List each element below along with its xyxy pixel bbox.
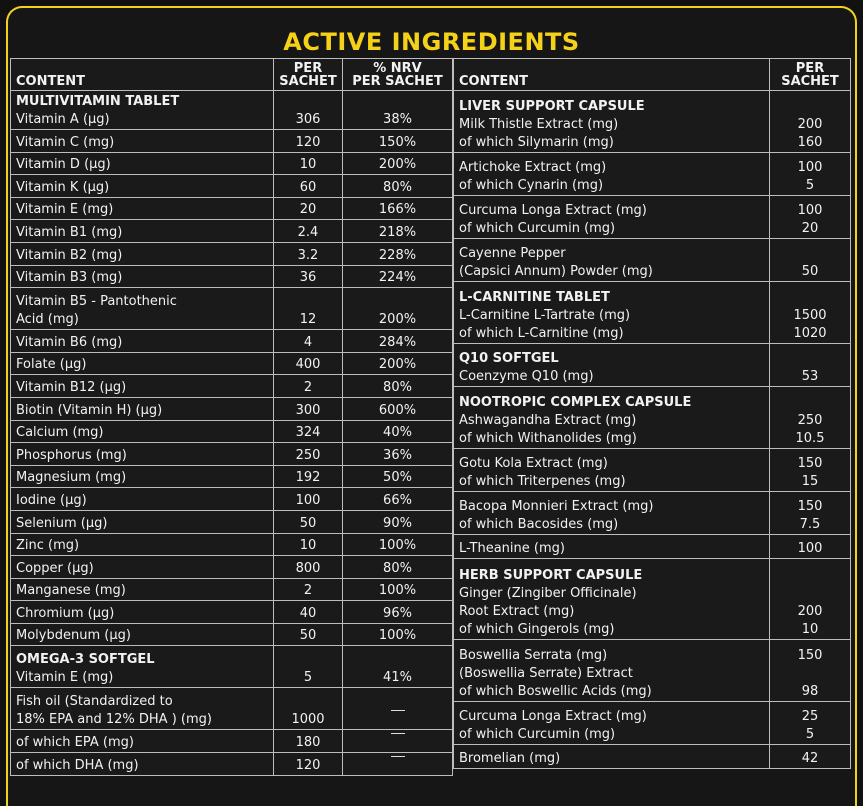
table-row [454,492,851,535]
left-nrv-header: % NRV PER SACHET [343,59,453,91]
ingredient-name [11,443,274,466]
section-heading: HERB SUPPORT CAPSULE [459,568,643,583]
per-sachet-value: 60 [274,175,343,198]
ingredient-name [11,397,274,420]
nrv-value: 50% [343,465,453,488]
per-sachet-value: 100 [274,488,343,511]
text-line: Vitamin E (mg) [16,670,114,686]
per-sachet-value: 10 [274,152,343,175]
per-sachet-value: 400 [274,352,343,375]
text-line: Vitamin B2 (mg) [16,247,123,263]
value-line: 100 [797,541,823,556]
value-line: 25 [801,709,819,724]
nrv-value [343,730,453,753]
text-line: Cayenne Pepper [459,246,566,261]
per-sachet-value [770,344,851,387]
table-row [11,375,453,398]
per-sachet-value: 3.2 [274,242,343,265]
value-line: 1020 [793,326,827,341]
value-line: 98 [801,684,819,699]
text-line: Vitamin D (µg) [16,157,111,173]
table-row [11,443,453,466]
nrv-value [343,688,453,730]
value-line: 10.5 [795,431,825,446]
per-sachet-value [770,91,851,153]
per-sachet-value [770,153,851,196]
text-line: of which DHA (mg) [16,757,139,773]
value-line [775,585,845,603]
dash-mark [391,710,405,729]
table-row [11,91,453,130]
ingredient-name [454,492,770,535]
table-row [11,242,453,265]
per-sachet-value [770,239,851,282]
value-line [775,665,845,683]
ingredient-name [454,282,770,344]
text-line: of which EPA (mg) [16,735,134,751]
right-header-row [454,59,851,91]
ingredient-name [11,330,274,353]
value-line: 15 [801,474,819,489]
text-line: Magnesium (mg) [16,470,127,486]
table-row [454,745,851,769]
ingredient-name [11,265,274,288]
nrv-value: 150% [343,130,453,153]
nrv-value: 96% [343,601,453,624]
text-line: of which Curcumin (mg) [459,727,616,742]
text-line: Phosphorus (mg) [16,447,127,463]
ingredient-name [11,220,274,243]
per-sachet-value: 800 [274,556,343,579]
value-line: 10 [801,622,819,637]
section-heading: LIVER SUPPORT CAPSULE [459,99,645,114]
value-line: 100 [797,160,823,175]
nrv-value: 218% [343,220,453,243]
table-row [454,91,851,153]
value-line: 5 [805,178,815,193]
text-line: Vitamin B1 (mg) [16,224,123,240]
value-line: 150 [797,456,823,471]
table-row [11,556,453,579]
text-line: Curcuma Longa Extract (mg) [459,203,647,218]
text-line: Artichoke Extract (mg) [459,160,607,175]
per-sachet-value: 10 [274,533,343,556]
ingredient-name [454,640,770,702]
text-line: Vitamin K (µg) [16,179,110,195]
nrv-value: 80% [343,556,453,579]
text-line: Zinc (mg) [16,538,80,554]
table-row [454,239,851,282]
text-line: Acid (mg) [16,312,79,328]
text-line: Vitamin B12 (µg) [16,379,127,395]
per-sachet-value: 20 [274,197,343,220]
table-row [11,330,453,353]
ingredient-name [454,449,770,492]
table-row [11,488,453,511]
text-line: Ginger (Zingiber Officinale) [459,586,637,601]
ingredient-name [454,535,770,559]
per-sachet-value: 324 [274,420,343,443]
ingredient-name [11,288,274,330]
text-line: of which Boswellic Acids (mg) [459,684,652,699]
nrv-value: 90% [343,510,453,533]
per-sachet-value [770,282,851,344]
ingredient-name [11,375,274,398]
ingredient-name [454,387,770,449]
per-sachet-value [770,196,851,239]
page-title: ACTIVE INGREDIENTS [283,28,580,56]
text-line: Gotu Kola Extract (mg) [459,456,608,471]
text-line: of which Silymarin (mg) [459,135,614,150]
per-sachet-value: 2.4 [274,220,343,243]
section-heading: L-CARNITINE TABLET [459,290,610,305]
text-line: Ashwagandha Extract (mg) [459,413,637,428]
text-line: L-Theanine (mg) [459,541,565,556]
nrv-value: 38% [343,91,453,130]
table-row [11,397,453,420]
text-line: of which Triterpenes (mg) [459,474,626,489]
table-row [454,535,851,559]
text-line: (Capsici Annum) Powder (mg) [459,264,653,279]
value-line: 5 [805,727,815,742]
nrv-value [343,753,453,776]
nrv-value: 100% [343,533,453,556]
ingredient-name [11,242,274,265]
left-table-wrap [10,58,453,776]
per-sachet-value: 250 [274,443,343,466]
section-heading: Q10 SOFTGEL [459,351,559,366]
ingredient-name [11,730,274,753]
value-line: 150 [797,648,823,663]
nrv-value: 200% [343,152,453,175]
text-line: Boswellia Serrata (mg) [459,648,608,663]
ingredient-name [454,239,770,282]
ingredient-name [11,465,274,488]
table-row [11,578,453,601]
left-content-header: CONTENT [11,59,274,91]
ingredient-name [11,533,274,556]
value-line: 20 [801,221,819,236]
per-sachet-value: 50 [274,623,343,646]
table-row [11,420,453,443]
table-row [11,265,453,288]
section-heading: OMEGA-3 SOFTGEL [16,652,155,668]
text-line: Bacopa Monnieri Extract (mg) [459,499,654,514]
per-sachet-value: 4 [274,330,343,353]
table-row [454,282,851,344]
ingredient-name [454,344,770,387]
text-line: Vitamin C (mg) [16,134,115,150]
text-line: Vitamin B3 (mg) [16,270,123,286]
ingredient-name [454,91,770,153]
per-sachet-value: 36 [274,265,343,288]
text-line: Fish oil (Standardized to [16,694,173,710]
section-heading: MULTIVITAMIN TABLET [16,94,180,109]
table-row [11,510,453,533]
text-line: of which Curcumin (mg) [459,221,616,236]
per-sachet-value: 120 [274,130,343,153]
section-heading: NOOTROPIC COMPLEX CAPSULE [459,395,692,410]
table-row [11,175,453,198]
table-row [11,465,453,488]
per-sachet-value [770,535,851,559]
value-line [775,245,845,263]
table-row [11,152,453,175]
per-sachet-value [770,640,851,702]
nrv-value: 224% [343,265,453,288]
right-per-sachet-header: PER SACHET [770,59,851,91]
text-line: of which Bacosides (mg) [459,517,619,532]
text-line: Iodine (µg) [16,492,87,508]
text-line: Vitamin B6 (mg) [16,334,123,350]
table-row [11,646,453,688]
ingredient-name [11,152,274,175]
table-row [454,196,851,239]
text-line: Selenium (µg) [16,515,108,531]
table-row [11,220,453,243]
per-sachet-value: 2 [274,375,343,398]
table-row [454,153,851,196]
table-row [11,623,453,646]
right-table-wrap [453,58,851,769]
table-row [454,702,851,745]
text-line: of which L-Carnitine (mg) [459,326,624,341]
value-line: 42 [801,751,819,766]
nrv-value: 600% [343,397,453,420]
table-row [11,730,453,753]
ingredient-name [454,196,770,239]
per-sachet-value [770,449,851,492]
ingredient-name [454,153,770,196]
table-row [11,688,453,730]
table-row [11,288,453,330]
nrv-value: 80% [343,175,453,198]
ingredient-name [11,646,274,688]
nrv-value: 80% [343,375,453,398]
per-sachet-value: 12 [274,288,343,330]
text-line: 18% EPA and 12% DHA ) (mg) [16,712,212,728]
text-line: Vitamin B5 - Pantothenic [16,294,177,310]
ingredient-name [11,753,274,776]
ingredient-name [11,578,274,601]
value-line: 1500 [793,308,827,323]
ingredient-name [11,91,274,130]
per-sachet-value [770,559,851,640]
text-line: Manganese (mg) [16,583,126,599]
text-line: Bromelian (mg) [459,751,561,766]
value-line: 250 [797,413,823,428]
text-line: Vitamin A (µg) [16,112,110,127]
nrv-value: 66% [343,488,453,511]
nrv-value: 40% [343,420,453,443]
ingredient-name [11,601,274,624]
value-line: 200 [797,604,823,619]
per-sachet-value [770,492,851,535]
text-line: Molybdenum (µg) [16,628,131,644]
ingredient-name [11,420,274,443]
ingredient-name [454,702,770,745]
left-ingredients-table [10,58,453,776]
nrv-value: 228% [343,242,453,265]
value-line: 200 [797,117,823,132]
per-sachet-value: 1000 [274,688,343,730]
text-line: Root Extract (mg) [459,604,575,619]
table-row [11,753,453,776]
nrv-value: 100% [343,578,453,601]
table-row [454,344,851,387]
per-sachet-value: 5 [274,646,343,688]
ingredient-name [11,556,274,579]
per-sachet-value [770,387,851,449]
table-row [11,601,453,624]
table-row [454,449,851,492]
text-line: Folate (µg) [16,357,87,373]
ingredient-name [454,559,770,640]
per-sachet-value: 50 [274,510,343,533]
nrv-value: 41% [343,646,453,688]
per-sachet-value [770,702,851,745]
ingredient-name [11,688,274,730]
dash-mark [391,733,405,752]
ingredient-name [454,745,770,769]
text-line: of which Gingerols (mg) [459,622,615,637]
nrv-value: 200% [343,288,453,330]
table-row [454,640,851,702]
value-line: 150 [797,499,823,514]
table-row [11,352,453,375]
nrv-value: 200% [343,352,453,375]
ingredient-name [11,175,274,198]
text-line: Curcuma Longa Extract (mg) [459,709,647,724]
ingredient-name [11,510,274,533]
nrv-value: 100% [343,623,453,646]
ingredient-name [11,130,274,153]
text-line: L-Carnitine L-Tartrate (mg) [459,308,631,323]
text-line: Coenzyme Q10 (mg) [459,369,594,384]
value-line: 50 [801,264,819,279]
text-line: Vitamin E (mg) [16,202,114,218]
value-line: 53 [801,369,819,384]
per-sachet-value [770,745,851,769]
left-header-row [11,59,453,91]
value-line: 160 [797,135,823,150]
per-sachet-value: 180 [274,730,343,753]
nrv-value: 284% [343,330,453,353]
text-line: Biotin (Vitamin H) (µg) [16,402,163,418]
per-sachet-value: 300 [274,397,343,420]
table-row [454,387,851,449]
text-line: of which Cynarin (mg) [459,178,604,193]
right-content-header: CONTENT [454,59,770,91]
table-row [454,559,851,640]
per-sachet-value: 192 [274,465,343,488]
text-line: of which Withanolides (mg) [459,431,637,446]
per-sachet-value: 2 [274,578,343,601]
text-line: Calcium (mg) [16,425,104,441]
per-sachet-value: 306 [274,91,343,130]
right-ingredients-table [453,58,851,769]
ingredient-name [11,623,274,646]
value-line: 100 [797,203,823,218]
left-per-sachet-header: PER SACHET [274,59,343,91]
text-line: Copper (µg) [16,560,94,576]
nrv-value: 36% [343,443,453,466]
per-sachet-value: 120 [274,753,343,776]
per-sachet-value: 40 [274,601,343,624]
text-line: Chromium (µg) [16,605,115,621]
table-row [11,533,453,556]
dash-mark [391,756,405,775]
nrv-value: 166% [343,197,453,220]
text-line: Milk Thistle Extract (mg) [459,117,619,132]
table-row [11,130,453,153]
ingredient-name [11,488,274,511]
text-line: (Boswellia Serrate) Extract [459,666,633,681]
table-row [11,197,453,220]
value-line: 7.5 [799,517,821,532]
ingredient-name [11,197,274,220]
ingredient-name [11,352,274,375]
